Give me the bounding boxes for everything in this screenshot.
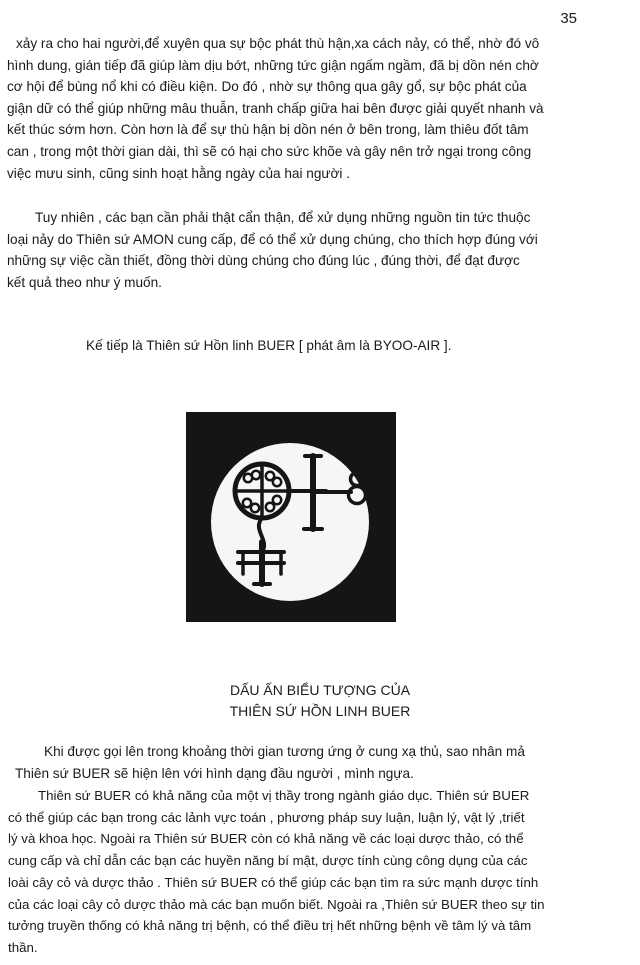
caption-line: THIÊN SỨ HỒN LINH BUER [229, 703, 411, 719]
text-line: cơ hội để bùng nổ khi có điều kiện. Do đó , nhờ sự thông qua gây gổ, sự bộc phát của [7, 79, 527, 95]
text-line: Khi được gọi lên trong khoảng thời gian tương ứng ở cung xạ thủ, sao nhân mả [44, 744, 525, 759]
text-line: Thiên sứ BUER có khả năng của một vị thầy trong ngành giáo dục. Thiên sứ BUER [38, 788, 530, 803]
text-line: việc mưu sinh, cũng sinh hoạt hằng ngày của hai người . [7, 165, 350, 181]
paragraph-4 [0, 785, 640, 959]
text-line: kết quả theo như ý muốn. [7, 274, 162, 290]
text-line: xảy ra cho hai người,để xuyên qua sự bộc phát thù hận,xa cách nảy, có thể, nhờ đó vô [16, 36, 540, 51]
text-line: hình dung, gián tiếp đã giúp làm dịu bớt, những tức giận ngấm ngầm, đã bị dồn nén chờ [7, 57, 539, 73]
text-line: có thể giúp các bạn trong các lảnh vực toán , phương pháp suy luận, luận lý, vật lý ,triết [8, 809, 525, 825]
page-number: 35 [560, 10, 577, 27]
paragraph-1 [0, 33, 640, 184]
text-line: lý và khoa học. Ngoài ra Thiên sứ BUER còn có khả năng về các loại dược thảo, có thể [8, 831, 524, 847]
text-line: Thiên sứ BUER sẽ hiện lên với hình dạng đầu người , mình ngựa. [15, 765, 414, 781]
text-line: thần. [8, 939, 38, 955]
text-line: loại nảy do Thiên sứ AMON cung cấp, để có thể xử dụng chúng, cho thích hợp đúng với [7, 231, 538, 247]
text-line: của các loại cây cỏ dược thảo mà các bạn muốn biết. Ngoài ra ,Thiên sứ BUER theo sự tin [8, 896, 545, 912]
paragraph-3 [0, 741, 640, 784]
buer-sigil-icon [186, 412, 396, 622]
text-line: cung cấp và chỉ dẫn các bạn các huyền năng bí mật, dược tính cùng công dụng của các [8, 853, 528, 869]
text-line: kết thúc sớm hơn. Còn hơn là để sự thù hận bị dồn nén ở bên trong, làm thiêu đốt tâm [7, 122, 529, 138]
seal-caption [0, 680, 640, 722]
text-line: những sự việc cần thiết, đồng thời dùng chúng cho đúng lúc , đúng thời, để đạt được [7, 253, 520, 269]
text-line: tưởng truyền thống có khả năng trị bệnh, có thể điều trị hết những bệnh về tâm lý và tâm [8, 918, 532, 934]
text-line: Tuy nhiên , các bạn cần phải thật cẩn thận, để xử dụng những nguồn tin tức thuộc [35, 210, 531, 225]
text-line: giận dữ có thể giúp những mâu thuẫn, tranh chấp giữa hai bên được giải quyết nhanh và [7, 100, 544, 116]
buer-seal-image [186, 412, 396, 622]
caption-line: DẤU ẤN BIỂU TƯỢNG CỦA [229, 682, 411, 698]
paragraph-2 [0, 207, 640, 293]
intro-line: Kế tiếp là Thiên sứ Hồn linh BUER [ phát âm là BYOO-AIR ]. [86, 338, 452, 353]
text-line: can , trong một thời gian dài, thì sẽ có hại cho sức khõe và gây nên trở ngại trong công [7, 143, 532, 159]
text-line: loài cây cỏ và dược thảo . Thiên sứ BUER có thể giúp các bạn tìm ra sức mạnh dược tính [8, 874, 539, 890]
